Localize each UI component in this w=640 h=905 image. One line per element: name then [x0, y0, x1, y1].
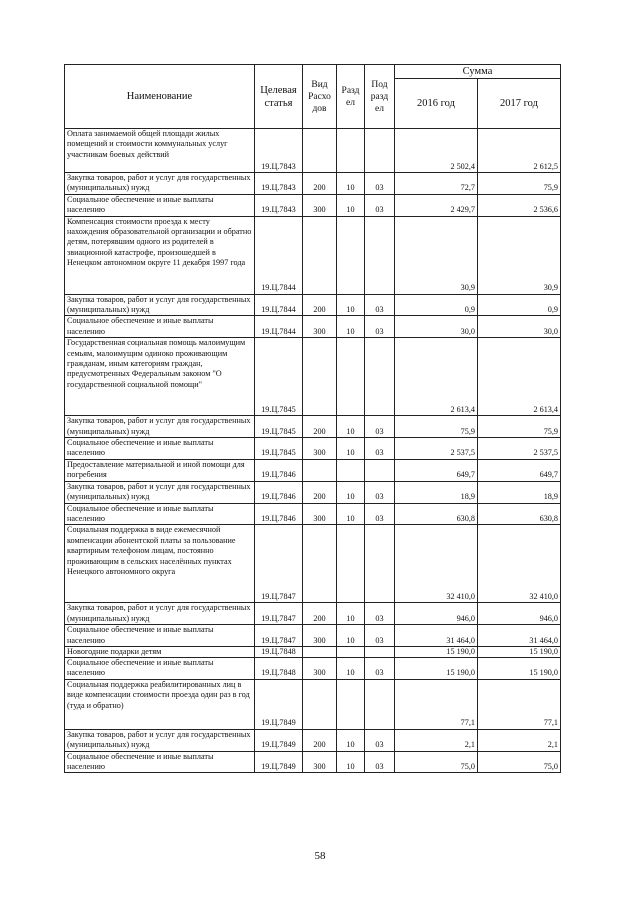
- row-razdel: [337, 216, 365, 294]
- row-name: Социальное обеспечение и иные выплаты населению: [65, 751, 255, 773]
- header-podrazdel: Под разд ел: [365, 65, 395, 129]
- row-razdel: 10: [337, 416, 365, 438]
- row-razdel: [337, 338, 365, 416]
- header-summa: Сумма: [395, 65, 561, 79]
- row-amount-2016: 75,0: [395, 751, 478, 773]
- row-razdel: 10: [337, 481, 365, 503]
- row-name: Закупка товаров, работ и услуг для государственных (муниципальных) нужд: [65, 416, 255, 438]
- row-target-code: 19.Ц.7844: [255, 294, 303, 316]
- table-body: [65, 129, 561, 773]
- row-podrazdel: 03: [365, 481, 395, 503]
- table-row: [65, 173, 561, 195]
- table-row: [65, 459, 561, 481]
- row-target-code: 19.Ц.7845: [255, 416, 303, 438]
- row-podrazdel: 03: [365, 657, 395, 679]
- row-razdel: 10: [337, 194, 365, 216]
- row-amount-2017: 30,0: [478, 316, 561, 338]
- row-vid: 300: [303, 194, 337, 216]
- table-row: [65, 503, 561, 525]
- row-vid: 300: [303, 438, 337, 460]
- row-vid: 200: [303, 416, 337, 438]
- row-amount-2017: 15 190,0: [478, 657, 561, 679]
- row-razdel: 10: [337, 316, 365, 338]
- row-name: Предоставление материальной и иной помощи для погребения: [65, 459, 255, 481]
- row-name: Закупка товаров, работ и услуг для государственных (муниципальных) нужд: [65, 173, 255, 195]
- row-name: Социальная поддержка реабилитированных лиц в виде компенсации стоимости проезда один раз в год (туда и обратно): [65, 679, 255, 729]
- row-amount-2016: 2,1: [395, 729, 478, 751]
- row-razdel: 10: [337, 438, 365, 460]
- row-name: Компенсация стоимости проезда к месту нахождения образовательной организации и обратно детям, потерявшим одного из родителей в звиационной катастрофе, произошедшей в Ненецком автономном округе 11 декабря 1997 года: [65, 216, 255, 294]
- row-target-code: 19.Ц.7849: [255, 729, 303, 751]
- table-row: [65, 194, 561, 216]
- table-row: [65, 216, 561, 294]
- header-razdel: Разд ел: [337, 65, 365, 129]
- table-row: [65, 679, 561, 729]
- row-razdel: [337, 525, 365, 603]
- row-podrazdel: [365, 129, 395, 173]
- row-vid: 300: [303, 625, 337, 647]
- row-podrazdel: 03: [365, 416, 395, 438]
- table-row: [65, 603, 561, 625]
- row-name: Новогодние подарки детям: [65, 646, 255, 657]
- row-amount-2017: 2 536,6: [478, 194, 561, 216]
- row-podrazdel: 03: [365, 625, 395, 647]
- table-row: [65, 129, 561, 173]
- row-podrazdel: 03: [365, 751, 395, 773]
- row-podrazdel: 03: [365, 294, 395, 316]
- row-target-code: 19.Ц.7849: [255, 679, 303, 729]
- row-vid: [303, 679, 337, 729]
- table-row: [65, 338, 561, 416]
- row-name: Социальная поддержка в виде ежемесячной компенсации абонентской платы за пользование квартирным телефоном лицам, постоянно проживающим в сельских населённых пунктах Ненецкого автономного округа: [65, 525, 255, 603]
- row-razdel: [337, 129, 365, 173]
- row-amount-2017: 77,1: [478, 679, 561, 729]
- row-podrazdel: [365, 459, 395, 481]
- row-amount-2016: 15 190,0: [395, 657, 478, 679]
- row-amount-2016: 31 464,0: [395, 625, 478, 647]
- row-vid: 300: [303, 751, 337, 773]
- row-razdel: 10: [337, 751, 365, 773]
- row-target-code: 19.Ц.7846: [255, 481, 303, 503]
- row-target-code: 19.Ц.7849: [255, 751, 303, 773]
- header-2016: 2016 год: [395, 79, 478, 129]
- row-podrazdel: 03: [365, 603, 395, 625]
- row-amount-2017: 630,8: [478, 503, 561, 525]
- table-row: [65, 646, 561, 657]
- row-name: Социальное обеспечение и иные выплаты населению: [65, 194, 255, 216]
- row-vid: 200: [303, 294, 337, 316]
- row-podrazdel: [365, 679, 395, 729]
- row-amount-2017: 15 190,0: [478, 646, 561, 657]
- page-number: 58: [314, 850, 326, 862]
- row-amount-2016: 946,0: [395, 603, 478, 625]
- row-podrazdel: 03: [365, 173, 395, 195]
- table-row: [65, 729, 561, 751]
- row-target-code: 19.Ц.7843: [255, 173, 303, 195]
- row-amount-2017: 946,0: [478, 603, 561, 625]
- row-amount-2016: 30,9: [395, 216, 478, 294]
- row-amount-2016: 649,7: [395, 459, 478, 481]
- row-vid: [303, 338, 337, 416]
- row-podrazdel: 03: [365, 503, 395, 525]
- row-name: Оплата занимаемой общей площади жилых помещений и стоимости коммунальных услуг участникам боевых действий: [65, 129, 255, 173]
- row-podrazdel: 03: [365, 194, 395, 216]
- row-amount-2017: 2 613,4: [478, 338, 561, 416]
- row-podrazdel: 03: [365, 729, 395, 751]
- row-amount-2017: 75,0: [478, 751, 561, 773]
- row-target-code: 19.Ц.7848: [255, 657, 303, 679]
- row-target-code: 19.Ц.7844: [255, 216, 303, 294]
- row-target-code: 19.Ц.7846: [255, 459, 303, 481]
- row-amount-2017: 2 612,5: [478, 129, 561, 173]
- row-amount-2017: 31 464,0: [478, 625, 561, 647]
- table-row: [65, 294, 561, 316]
- row-name: Закупка товаров, работ и услуг для государственных (муниципальных) нужд: [65, 729, 255, 751]
- row-target-code: 19.Ц.7844: [255, 316, 303, 338]
- row-vid: 200: [303, 729, 337, 751]
- row-target-code: 19.Ц.7845: [255, 438, 303, 460]
- row-razdel: [337, 679, 365, 729]
- row-podrazdel: 03: [365, 438, 395, 460]
- table-row: [65, 657, 561, 679]
- row-name: Закупка товаров, работ и услуг для государственных (муниципальных) нужд: [65, 294, 255, 316]
- row-razdel: 10: [337, 729, 365, 751]
- row-razdel: 10: [337, 625, 365, 647]
- row-vid: 200: [303, 603, 337, 625]
- header-2017: 2017 год: [478, 79, 561, 129]
- row-vid: [303, 646, 337, 657]
- row-vid: 300: [303, 503, 337, 525]
- row-target-code: 19.Ц.7843: [255, 129, 303, 173]
- table-row: [65, 316, 561, 338]
- row-name: Закупка товаров, работ и услуг для государственных (муниципальных) нужд: [65, 603, 255, 625]
- row-amount-2016: 18,9: [395, 481, 478, 503]
- table-row: [65, 525, 561, 603]
- row-target-code: 19.Ц.7847: [255, 525, 303, 603]
- row-target-code: 19.Ц.7847: [255, 625, 303, 647]
- row-amount-2016: 0,9: [395, 294, 478, 316]
- row-razdel: [337, 459, 365, 481]
- row-vid: 200: [303, 173, 337, 195]
- row-vid: [303, 129, 337, 173]
- row-podrazdel: [365, 216, 395, 294]
- table-row: [65, 438, 561, 460]
- row-amount-2017: 2 537,5: [478, 438, 561, 460]
- row-podrazdel: 03: [365, 316, 395, 338]
- row-name: Социальное обеспечение и иные выплаты населению: [65, 438, 255, 460]
- row-name: Социальное обеспечение и иные выплаты населению: [65, 503, 255, 525]
- row-amount-2017: 18,9: [478, 481, 561, 503]
- row-amount-2017: 649,7: [478, 459, 561, 481]
- row-amount-2017: 0,9: [478, 294, 561, 316]
- table-row: [65, 751, 561, 773]
- row-name: Закупка товаров, работ и услуг для государственных (муниципальных) нужд: [65, 481, 255, 503]
- row-name: Социальное обеспечение и иные выплаты населению: [65, 316, 255, 338]
- row-podrazdel: [365, 525, 395, 603]
- row-vid: [303, 216, 337, 294]
- row-amount-2016: 2 613,4: [395, 338, 478, 416]
- budget-table: [64, 64, 561, 773]
- table-row: [65, 481, 561, 503]
- row-amount-2017: 2,1: [478, 729, 561, 751]
- row-name: Государственная социальная помощь малоимущим семьям, малоимущим одиноко проживающим гражданам, иным категориям граждан, предусмотренных Федеральным законом "О государственной социальной помощи": [65, 338, 255, 416]
- row-target-code: 19.Ц.7848: [255, 646, 303, 657]
- row-target-code: 19.Ц.7843: [255, 194, 303, 216]
- row-razdel: 10: [337, 173, 365, 195]
- row-amount-2016: 32 410,0: [395, 525, 478, 603]
- row-razdel: 10: [337, 657, 365, 679]
- header-name: Наименование: [65, 65, 255, 129]
- row-podrazdel: [365, 646, 395, 657]
- header-vid: Вид Расхо дов: [303, 65, 337, 129]
- row-amount-2016: 2 537,5: [395, 438, 478, 460]
- row-razdel: 10: [337, 294, 365, 316]
- row-vid: 200: [303, 481, 337, 503]
- row-amount-2017: 32 410,0: [478, 525, 561, 603]
- row-amount-2017: 30,9: [478, 216, 561, 294]
- row-vid: 300: [303, 657, 337, 679]
- row-target-code: 19.Ц.7846: [255, 503, 303, 525]
- row-razdel: [337, 646, 365, 657]
- row-amount-2016: 2 429,7: [395, 194, 478, 216]
- row-vid: [303, 525, 337, 603]
- row-amount-2016: 15 190,0: [395, 646, 478, 657]
- header-target: Целевая статья: [255, 65, 303, 129]
- row-amount-2016: 2 502,4: [395, 129, 478, 173]
- row-amount-2017: 75,9: [478, 173, 561, 195]
- row-podrazdel: [365, 338, 395, 416]
- row-name: Социальное обеспечение и иные выплаты населению: [65, 657, 255, 679]
- row-amount-2016: 72,7: [395, 173, 478, 195]
- row-razdel: 10: [337, 603, 365, 625]
- row-razdel: 10: [337, 503, 365, 525]
- row-amount-2016: 77,1: [395, 679, 478, 729]
- row-amount-2016: 30,0: [395, 316, 478, 338]
- row-target-code: 19.Ц.7847: [255, 603, 303, 625]
- row-name: Социальное обеспечение и иные выплаты населению: [65, 625, 255, 647]
- table-row: [65, 416, 561, 438]
- row-amount-2017: 75,9: [478, 416, 561, 438]
- row-amount-2016: 630,8: [395, 503, 478, 525]
- table-row: [65, 625, 561, 647]
- row-amount-2016: 75,9: [395, 416, 478, 438]
- row-vid: 300: [303, 316, 337, 338]
- row-target-code: 19.Ц.7845: [255, 338, 303, 416]
- row-vid: [303, 459, 337, 481]
